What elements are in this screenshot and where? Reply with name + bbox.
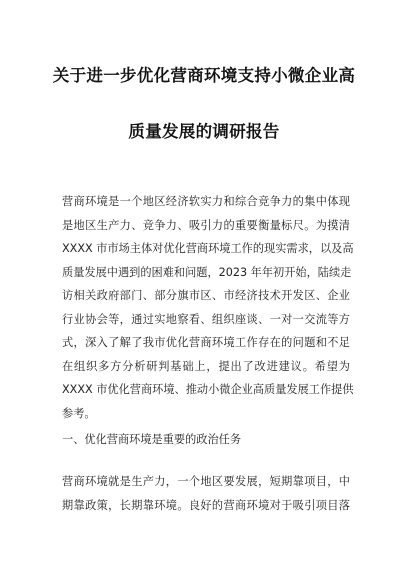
paragraph-line: 访相关政府部门、部分旗市区、市经济技术开发区、企业: [62, 289, 350, 302]
document-title-line-1: 关于进一步优化营商环境支持小微企业高: [52, 66, 356, 85]
paragraph-line: XXXX 市优化营商环境、推动小微企业高质量发展工作提供: [62, 383, 354, 396]
paragraph-line: 营商环境就是生产力，一个地区要发展，短期靠项目，中: [62, 475, 350, 488]
paragraph-line: 在组织多方分析研判基础上，提出了改进建议。希望为: [62, 359, 350, 373]
paragraph-line: XXXX 市市场主体对优化营商环境工作的现实需求，以及高: [62, 242, 354, 255]
document-title-line-2: 质量发展的调研报告: [128, 122, 280, 141]
paragraph-line: 参考。: [62, 406, 96, 420]
paragraph-line: 营商环境是一个地区经济软实力和综合竞争力的集中体现: [62, 195, 350, 208]
section-heading: [62, 428, 350, 452]
paragraph-line: 行业协会等，通过实地察看、组织座谈、一对一交流等方: [62, 312, 350, 326]
paragraph-line: 是地区生产力、竞争力、吸引力的重要衡量标尺。为摸清: [62, 218, 350, 232]
section-paragraph: [62, 470, 350, 517]
section-heading-text: 一、优化营商环境是重要的政治任务: [62, 433, 242, 446]
paragraph-line: 质量发展中遇到的困难和问题，2023 年年初开始，陆续走: [62, 265, 352, 279]
paragraph-line: 式，深入了解了我市优化营商环境工作存在的问题和不足: [62, 336, 350, 349]
paragraph-line: 期靠政策，长期靠环境。良好的营商环境对于吸引项目落: [62, 498, 350, 512]
intro-paragraph: [62, 190, 354, 425]
